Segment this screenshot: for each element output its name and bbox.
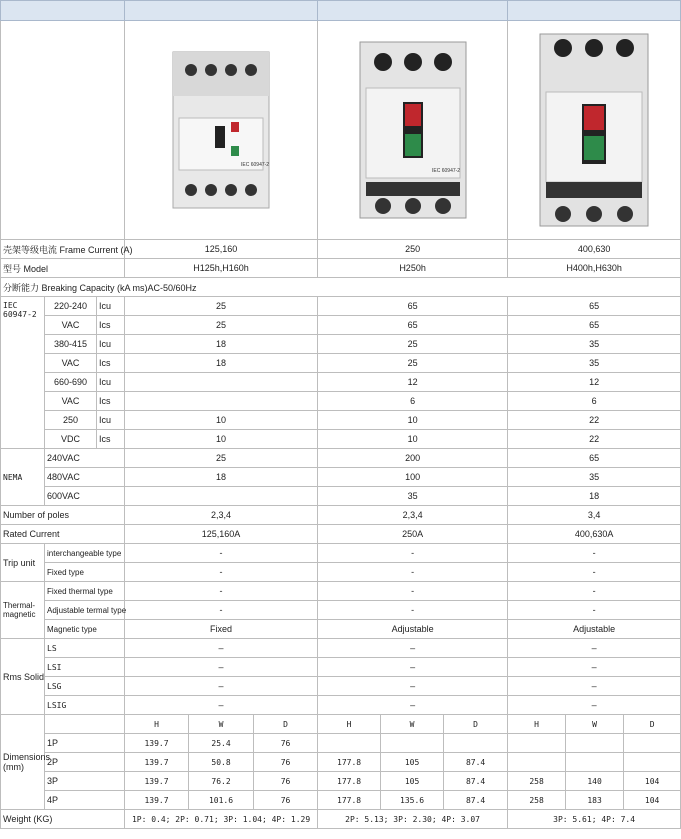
iec-row: 380-415 Icu 18 25 35 bbox=[1, 335, 681, 354]
model-row: 型号 Model H125h,H160h H250h H400h,H630h bbox=[1, 259, 681, 278]
rms-solid-row: Rms Solid LS – – – bbox=[1, 639, 681, 658]
weight-row: Weight (KG) 1P: 0.4; 2P: 0.71; 3P: 1.04; 4P: 1.29 2P: 5.13; 3P: 2.30; 4P: 3.07 3P: 5.61; 4P: 7.4 bbox=[1, 810, 681, 829]
nema-row: 600VAC 35 18 bbox=[1, 487, 681, 506]
dimensions-row: 2P 139.7 50.8 76 177.8 105 87.4 bbox=[1, 753, 681, 772]
thermal-magnetic-row: Adjustable termal type - - - bbox=[1, 601, 681, 620]
nema-row: NEMA 240VAC 25 200 65 bbox=[1, 449, 681, 468]
rated-current-row: Rated Current 125,160A 250A 400,630A bbox=[1, 525, 681, 544]
nema-row: 480VAC 18 100 35 bbox=[1, 468, 681, 487]
product-image-row bbox=[1, 21, 681, 240]
iec-row: VAC Ics 25 65 65 bbox=[1, 316, 681, 335]
frame-current-row: 壳架等级电流 Frame Current (A) 125,160 250 400,630 bbox=[1, 240, 681, 259]
thermal-magnetic-row: Magnetic type Fixed Adjustable Adjustable bbox=[1, 620, 681, 639]
rms-solid-row: LSG – – – bbox=[1, 677, 681, 696]
breaker-image-medium bbox=[318, 21, 508, 240]
header-row bbox=[1, 1, 681, 21]
breaker-image-small bbox=[125, 21, 318, 240]
svg-text:IEC 60947-2: IEC 60947-2 bbox=[241, 162, 270, 168]
breaking-capacity-row: 分断能力 Breaking Capacity (kA ms)AC-50/60Hz bbox=[1, 278, 681, 297]
dimensions-row: 3P 139.7 76.2 76 177.8 105 87.4 258 140 104 bbox=[1, 772, 681, 791]
dimensions-row: 4P 139.7 101.6 76 177.8 135.6 87.4 258 183 104 bbox=[1, 791, 681, 810]
dimensions-row: 1P 139.7 25.4 76 bbox=[1, 734, 681, 753]
iec-row: VAC Ics 6 6 bbox=[1, 392, 681, 411]
trip-unit-row: Trip unit interchangeable type - - - bbox=[1, 544, 681, 563]
iec-row: IEC 60947-2 220-240 Icu 25 65 65 bbox=[1, 297, 681, 316]
rms-solid-row: LSIG – – – bbox=[1, 696, 681, 715]
iec-row: VAC Ics 18 25 35 bbox=[1, 354, 681, 373]
rms-solid-row: LSI – – – bbox=[1, 658, 681, 677]
dimensions-header-row: Dimensions (mm) H W D H W D H W D bbox=[1, 715, 681, 734]
breaker-image-large bbox=[508, 21, 681, 240]
trip-unit-row: Fixed type - - - bbox=[1, 563, 681, 582]
svg-text:IEC 60947-2: IEC 60947-2 bbox=[431, 168, 460, 174]
iec-row: VDC Ics 10 10 22 bbox=[1, 430, 681, 449]
iec-row: 660-690 Icu 12 12 bbox=[1, 373, 681, 392]
poles-row: Number of poles 2,3,4 2,3,4 3,4 bbox=[1, 506, 681, 525]
iec-row: 250 Icu 10 10 22 bbox=[1, 411, 681, 430]
thermal-magnetic-row: Thermal-magnetic Fixed thermal type - - - bbox=[1, 582, 681, 601]
